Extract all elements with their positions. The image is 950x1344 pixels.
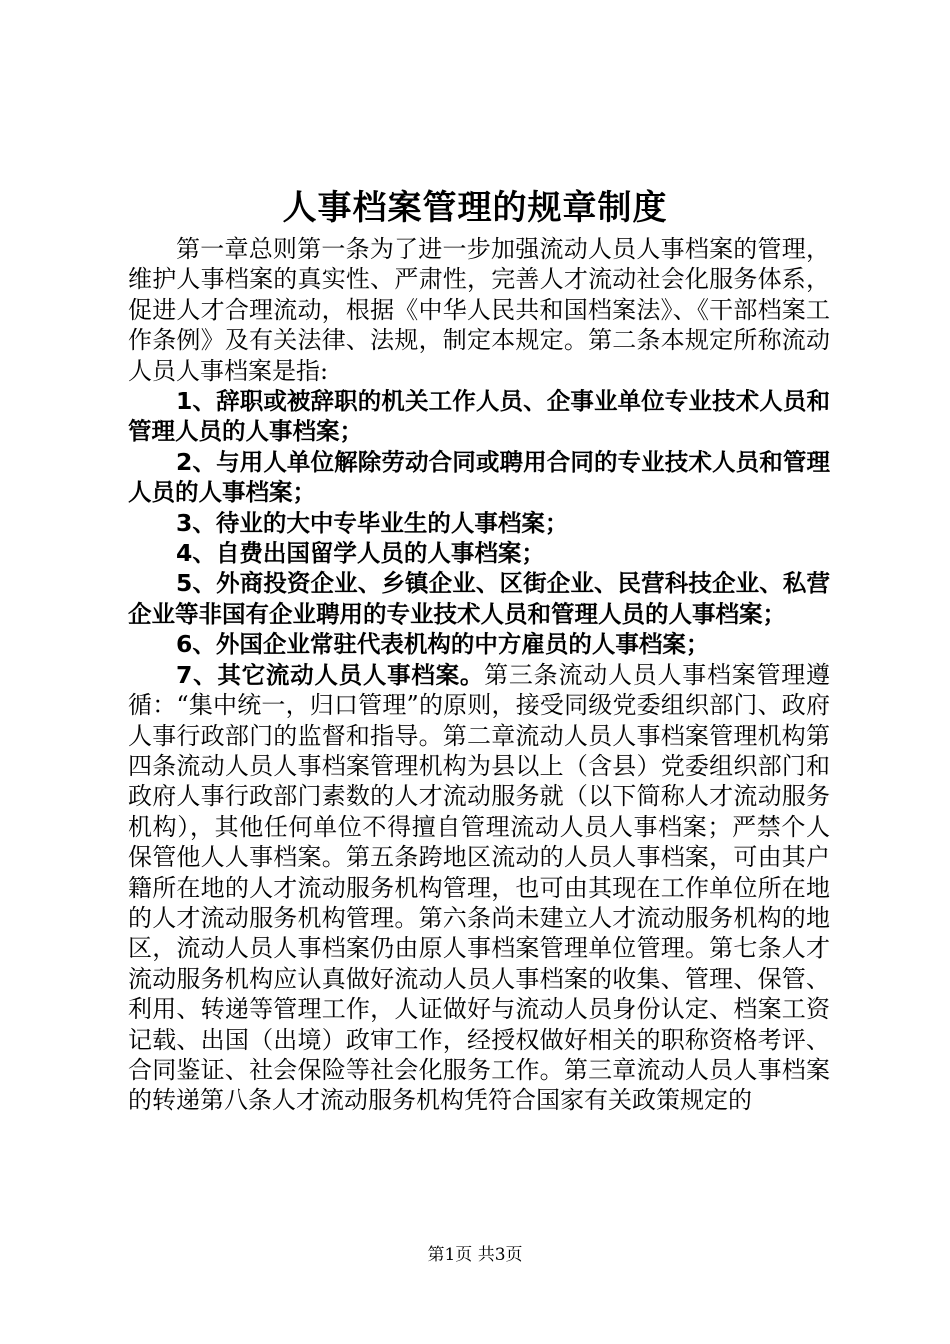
list-item-4: 4、自费出国留学人员的人事档案； <box>176 539 545 568</box>
list-item-7-paragraph <box>128 660 830 1116</box>
paragraph-chapter-one: 第一章总则第一条为了进一步加强流动人员人事档案的管理，维护人事档案的真实性、严肃性，完善人才流动社会化服务体系，促进人才合理流动，根据《中华人民共和国档案法》、《干部档案工作条例》及有关法律、法规，制定本规定。第二条本规定所称流动人员人事档案是指: <box>128 235 830 385</box>
list-item-5: 5、外商投资企业、乡镇企业、区街企业、民营科技企业、私营企业等非国有企业聘用的专业技术人员和管理人员的人事档案； <box>128 569 830 628</box>
list-item-6: 6、外国企业常驻代表机构的中方雇员的人事档案； <box>176 630 710 659</box>
paragraph-continued: 第三条流动人员人事档案管理遵循：“集中统一，归口管理”的原则，接受同级党委组织部门、政府人事行政部门的监督和指导。第二章流动人员人事档案管理机构第四条流动人员人事档案管理机构为县以上（含县）党委组织部门和政府人事行政部门素数的人才流动服务就（以下简称人才流动服务机构），其他任何单位不得擅自管理流动人员人事档案；严禁个人保管他人人事档案。第五条跨地区流动的人员人事档案，可由其户籍所在地的人才流动服务机构管理，也可由其现在工作单位所在地的人才流动服务机构管理。第六条尚未建立人才流动服务机构的地区，流动人员人事档案仍由原人事档案管理单位管理。第七条人才流动服务机构应认真做好流动人员人事档案的收集、管理、保管、利用、转递等管理工作，人证做好与流动人员身份认定、档案工资记载、出国（出境）政审工作，经授权做好相关的职称资格考评、合同鉴证、社会保险等社会化服务工作。第三章流动人员人事档案的转递第八条人才流动服务机构凭符合国家有关政策规定的 <box>128 660 830 1115</box>
page-footer: 第1页 共3页 <box>427 1245 523 1265</box>
document-title: 人事档案管理的规章制度 <box>282 188 668 228</box>
list-item-2: 2、与用人单位解除劳动合同或聘用合同的专业技术人员和管理人员的人事档案； <box>128 447 830 507</box>
list-item-3: 3、待业的大中专毕业生的人事档案； <box>176 508 569 537</box>
list-item-1: 1、辞职或被辞职的机关工作人员、企事业单位专业技术人员和管理人员的人事档案； <box>128 387 830 446</box>
document-body <box>128 234 830 1116</box>
list-item-7: 7、其它流动人员人事档案。 <box>176 660 485 689</box>
